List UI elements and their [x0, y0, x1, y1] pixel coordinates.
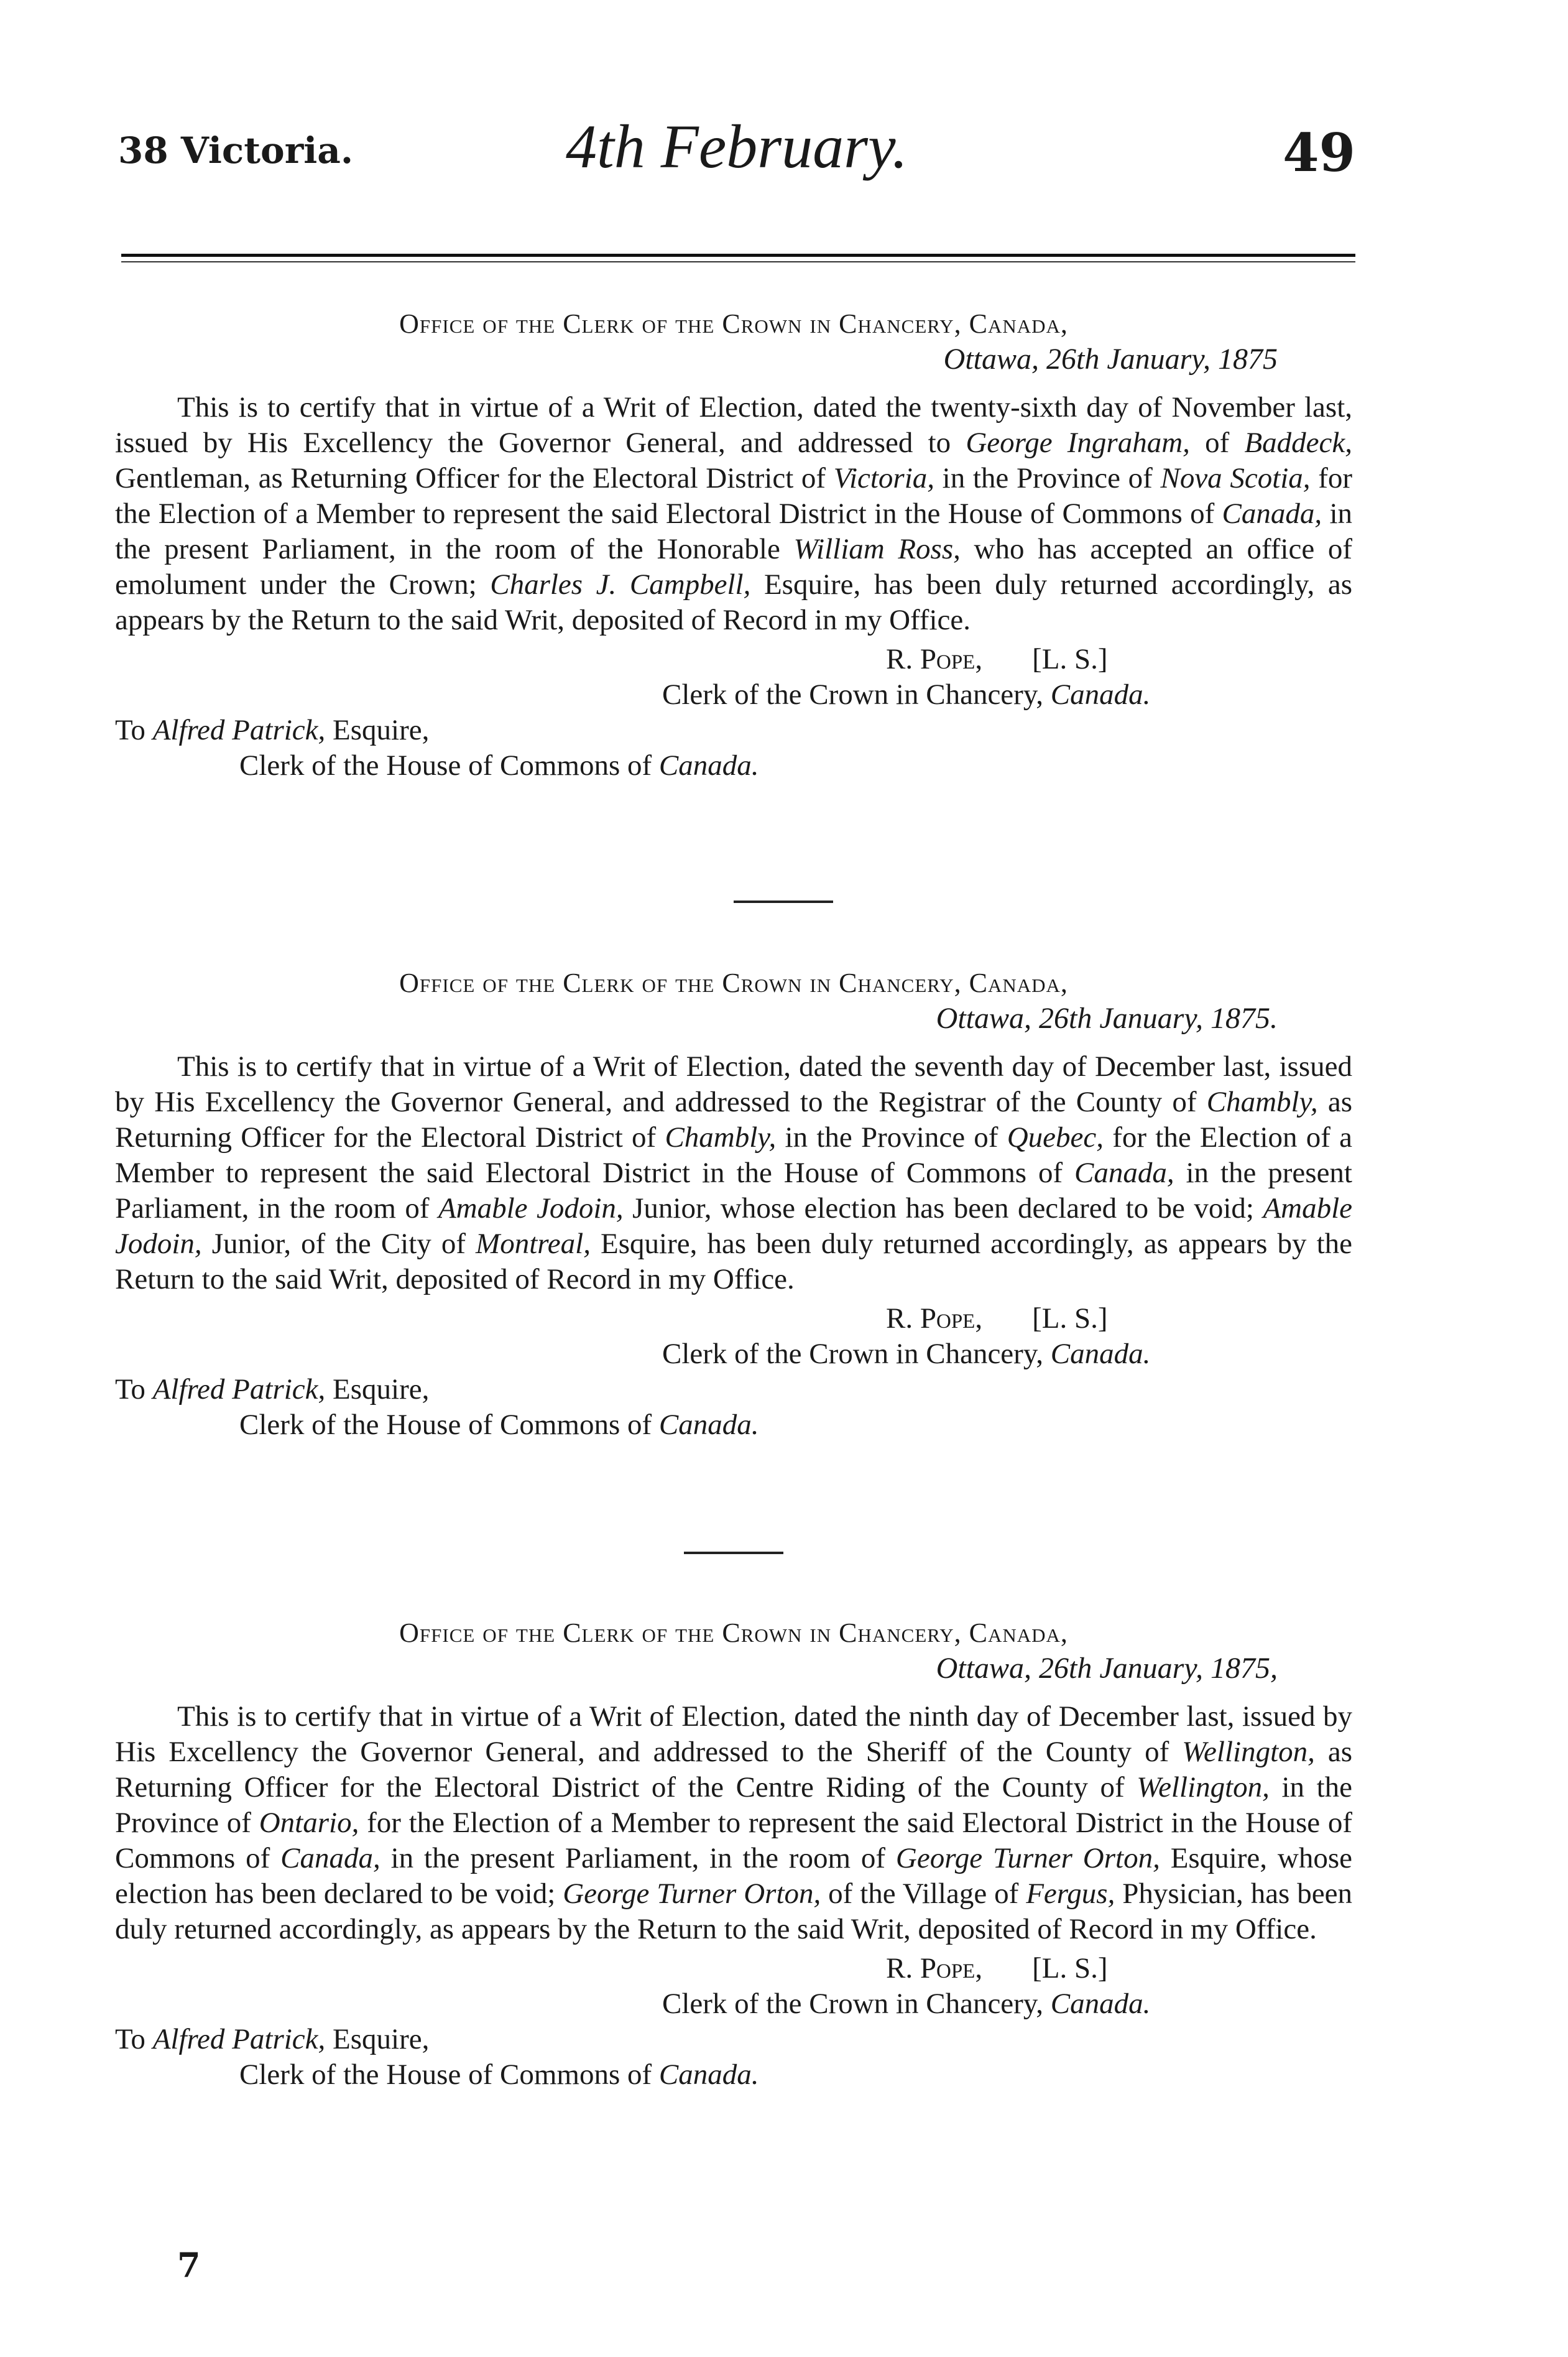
body-text-run: as Returning Officer for the Electoral District of — [115, 1086, 1352, 1154]
body-text-run: This is to certify that in virtue of a Writ of Election, dated the seventh day of December last, issued by His Excellency the Governor General, and addressed to the Registrar of the County of — [115, 1050, 1352, 1118]
body-text-run: of — [1189, 427, 1245, 459]
body-italic-run: Nova Scotia, — [1160, 462, 1311, 494]
notice-2 — [115, 967, 1352, 1443]
body-italic-run: Chambly, — [665, 1121, 777, 1154]
section-separator — [684, 1552, 783, 1554]
body-italic-run: Chambly, — [1206, 1086, 1318, 1118]
addressee-title: Clerk of the House of Commons of Canada. — [239, 749, 759, 782]
body-italic-run: Canada, — [280, 1842, 380, 1874]
header-rule-thin — [121, 261, 1355, 262]
addressee-line: To Alfred Patrick, Esquire, — [115, 714, 430, 746]
body-text-run: in the present Parliament, in the room of the Honorable — [115, 498, 1353, 565]
body-italic-run: Victoria, — [833, 462, 935, 494]
seal-mark: [L. S.] — [1032, 643, 1108, 675]
body-text-run: in the Province of — [776, 1121, 1007, 1154]
body-italic-run: Quebec, — [1007, 1121, 1104, 1154]
body-text-run: who has accepted an office of emolument under the Crown; — [115, 533, 1352, 601]
signature-mark: 7 — [177, 2245, 201, 2285]
body-text-run: Esquire, has been duly returned accordingly, as appears by the Return to the said Writ, deposited of Record in my Office. — [115, 1228, 1352, 1295]
signer-title: Clerk of the Crown in Chancery, Canada. — [662, 1338, 1151, 1370]
body-italic-run: Amable Jodoin, — [438, 1192, 624, 1225]
signer-name: R. Pope, — [886, 1302, 983, 1335]
body-text-run: This is to certify that in virtue of a Writ of Election, dated the twenty-sixth day of November last, issued by His Excellency the Governor General, and addressed to — [115, 391, 1352, 459]
section-separator — [734, 901, 833, 903]
notice-office-heading: Office of the Clerk of the Crown in Chancery, Canada, — [399, 1618, 1068, 1648]
running-head-date: 4th February. — [566, 112, 908, 181]
notice-1 — [115, 308, 1352, 784]
signer-title: Clerk of the Crown in Chancery, Canada. — [662, 678, 1151, 711]
body-text-run: for the Election of a Member to represent the said Electoral District in the House of Commons of — [115, 1807, 1352, 1874]
signature-line — [115, 1951, 1352, 1986]
body-italic-run: Wellington, — [1137, 1771, 1270, 1804]
body-italic-run: Amable Jodoin, — [115, 1192, 1353, 1260]
addressee-line: To Alfred Patrick, Esquire, — [115, 2023, 430, 2055]
body-italic-run: Charles J. Campbell, — [490, 568, 751, 601]
body-text-run: for the Election of a Member to represent the said Electoral District in the House of Commons of — [115, 1121, 1353, 1189]
addressee-line: To Alfred Patrick, Esquire, — [115, 1373, 430, 1405]
header-rule — [121, 254, 1355, 257]
body-text-run: for the Election of a Member to represent the said Electoral District in the House of Commons of — [115, 462, 1353, 530]
notice-office-heading: Office of the Clerk of the Crown in Chancery, Canada, — [399, 968, 1068, 998]
page-header — [118, 111, 1355, 198]
running-head-left: 38 Victoria. — [118, 129, 354, 172]
body-text-run: Physician, has been duly returned accordingly, as appears by the Return to the said Writ, deposited of Record in my Office. — [115, 1878, 1352, 1945]
body-text-run: in the present Parliament, in the room of — [115, 1157, 1352, 1225]
signer-title: Clerk of the Crown in Chancery, Canada. — [662, 1988, 1151, 2020]
body-text-run: in the Province of — [934, 462, 1161, 494]
body-italic-run: George Ingraham, — [966, 427, 1190, 459]
body-text-run: Esquire, whose election has been declared to be void; — [115, 1842, 1352, 1910]
addressee-title: Clerk of the House of Commons of Canada. — [239, 2058, 759, 2091]
notice-dateline: Ottawa, 26th January, 1875, — [936, 1652, 1278, 1685]
notice-body — [115, 1049, 1352, 1297]
body-text-run: Junior, whose election has been declared to be void; — [623, 1192, 1263, 1225]
notice-body — [115, 390, 1352, 638]
signer-name: R. Pope, — [886, 1952, 983, 1984]
body-italic-run: Fergus, — [1026, 1878, 1115, 1910]
notice-office-heading: Office of the Clerk of the Crown in Chancery, Canada, — [399, 308, 1068, 339]
signer-name: R. Pope, — [886, 643, 983, 675]
page-number: 49 — [1283, 122, 1355, 183]
body-text-run: Gentleman, as Returning Officer for the Electoral District of — [115, 462, 834, 494]
body-italic-run: Baddeck, — [1244, 427, 1352, 459]
body-italic-run: George Turner Orton, — [895, 1842, 1160, 1874]
signature-line — [115, 1301, 1352, 1336]
body-italic-run: Canada, — [1222, 498, 1322, 530]
notice-dateline: Ottawa, 26th January, 1875 — [943, 343, 1278, 376]
notice-3 — [115, 1617, 1352, 2093]
body-italic-run: William Ross, — [793, 533, 961, 565]
body-italic-run: Ontario, — [259, 1807, 359, 1839]
signature-line — [115, 642, 1352, 677]
seal-mark: [L. S.] — [1032, 1302, 1108, 1335]
body-text-run: This is to certify that in virtue of a Writ of Election, dated the ninth day of December last, issued by His Excellency the Governor General, and addressed to the Sheriff of the County of — [115, 1700, 1352, 1768]
addressee-title: Clerk of the House of Commons of Canada. — [239, 1409, 759, 1441]
body-text-run: of the Village of — [821, 1878, 1026, 1910]
body-text-run: in the Province of — [115, 1771, 1352, 1839]
body-text-run: as Returning Officer for the Electoral District of the Centre Riding of the County of — [115, 1736, 1353, 1804]
notice-body — [115, 1699, 1352, 1947]
body-text-run: Junior, of the City of — [201, 1228, 476, 1260]
notice-dateline: Ottawa, 26th January, 1875. — [936, 1002, 1278, 1035]
body-italic-run: Wellington, — [1182, 1736, 1315, 1768]
body-text-run: Esquire, has been duly returned accordingly, as appears by the Return to the said Writ, deposited of Record in my Office. — [115, 568, 1352, 636]
seal-mark: [L. S.] — [1032, 1952, 1108, 1984]
body-italic-run: Montreal, — [476, 1228, 591, 1260]
body-text-run: in the present Parliament, in the room of — [380, 1842, 896, 1874]
body-italic-run: George Turner Orton, — [563, 1878, 821, 1910]
body-italic-run: Canada, — [1074, 1157, 1174, 1189]
